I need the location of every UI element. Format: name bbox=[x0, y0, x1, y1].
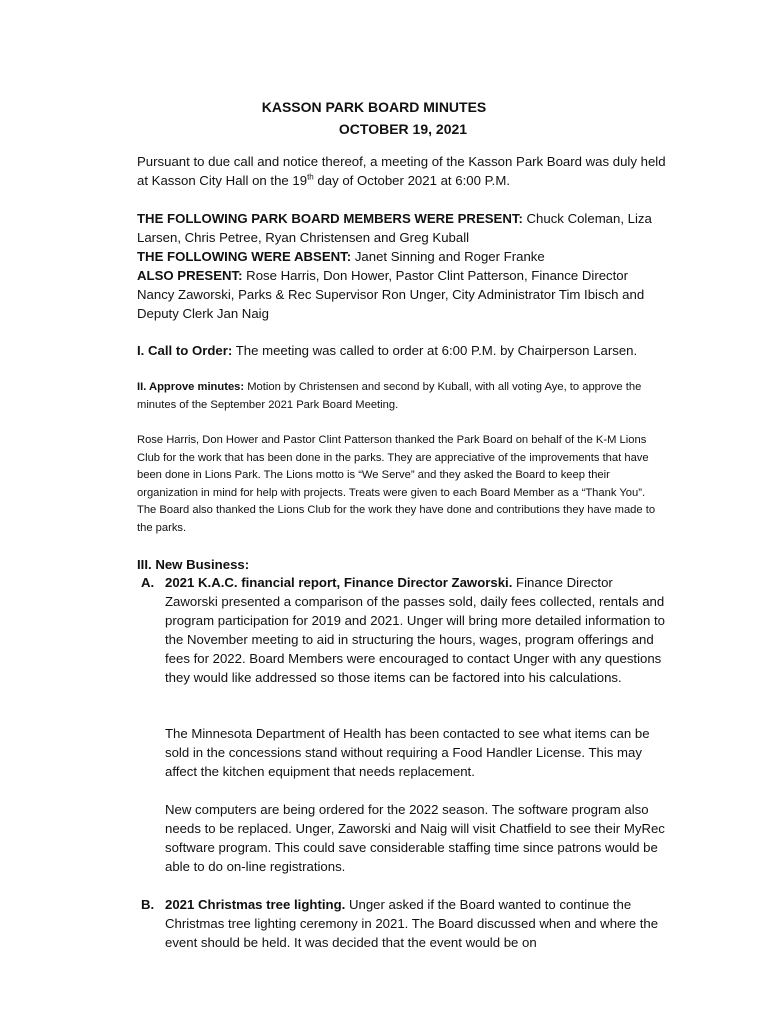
item-a-paragraph-3: New computers are being ordered for the 2022 season. The software program also needs to be replaced. Unger, Zaworski and Naig will visit Chatfield to see their MyRec software program. This could save considerable staffing time since patrons would be able to do on-line registrations. bbox=[165, 802, 665, 874]
also-present-line bbox=[137, 266, 667, 323]
item-b-body bbox=[165, 895, 667, 952]
present-names: Chuck Coleman, Liza Larsen, Chris Petree, Ryan Christensen and Greg Kuball bbox=[137, 211, 652, 245]
item-a-paragraph-2: The Minnesota Department of Health has been contacted to see what items can be sold in the concessions stand without requiring a Food Handler License. This may affect the kitchen equipment that needs replacement. bbox=[165, 726, 650, 779]
item-a-label: 2021 K.A.C. financial report, Finance Director Zaworski. bbox=[165, 575, 513, 590]
absent-line bbox=[137, 247, 667, 266]
item-a bbox=[137, 573, 667, 687]
item-a-text: Finance Director Zaworski presented a comparison of the passes sold, daily fees collected, rentals and program participation for 2019 and 2021. Unger will bring more detailed information to the November meeting to aid in structuring the hours, wages, program offerings and fees for 2022. Board Members were encouraged to contact Unger with any questions they would like addressed so those items can be factored into his calculations. bbox=[165, 575, 665, 685]
item-a-letter: A. bbox=[141, 575, 155, 590]
item-b-letter: B. bbox=[141, 897, 155, 912]
call-to-order-text: The meeting was called to order at 6:00 P.M. by Chairperson Larsen. bbox=[232, 343, 638, 358]
also-present-names: Rose Harris, Don Hower, Pastor Clint Patterson, Finance Director Nancy Zaworski, Parks & Rec Supervisor Ron Unger, City Administrator Tim Ibisch and Deputy Clerk Jan Naig bbox=[137, 268, 645, 321]
call-to-order bbox=[137, 341, 667, 360]
approve-minutes-text: Motion by Christensen and second by Kuball, with all voting Aye, to approve the minutes of the September 2021 Park Board Meeting. bbox=[137, 381, 642, 411]
item-a-body bbox=[165, 573, 667, 687]
approve-minutes-label: II. Approve minutes: bbox=[137, 381, 245, 393]
item-b-text: Unger asked if the Board wanted to continue the Christmas tree lighting ceremony in 2021. The Board discussed when and where the event should be held. It was decided that the event would be on bbox=[165, 897, 659, 950]
document-title: KASSON PARK BOARD MINUTES bbox=[261, 99, 487, 115]
attendance-section bbox=[137, 209, 667, 323]
call-to-order-label: I. Call to Order: bbox=[137, 343, 233, 358]
lions-club-paragraph: Rose Harris, Don Hower and Pastor Clint Patterson thanked the Park Board on behalf of the K-M Lions Club for the work that has been done in the parks. They are appreciative of the improvements that have been done in Lions Park. The Lions motto is “We Serve” and they asked the Board to keep their organization in mind for help with projects. Treats were given to each Board Member as a “Thank You”. The Board also thanked the Lions Club for the work they have done and contributions they have made to the parks. bbox=[137, 434, 656, 534]
title-block bbox=[0, 96, 770, 140]
new-business-heading: III. New Business: bbox=[137, 557, 250, 572]
item-b-label: 2021 Christmas tree lighting. bbox=[165, 897, 346, 912]
intro-text-end: day of October 2021 at 6:00 P.M. bbox=[313, 173, 510, 188]
absent-label: THE FOLLOWING WERE ABSENT: bbox=[137, 249, 352, 264]
approve-minutes bbox=[137, 379, 667, 414]
intro-text: Pursuant to due call and notice thereof, a meeting of the Kasson Park Board was duly held at Kasson City Hall on the 19 bbox=[137, 154, 666, 188]
absent-names: Janet Sinning and Roger Franke bbox=[351, 249, 545, 264]
item-b bbox=[137, 895, 667, 952]
intro-paragraph bbox=[137, 152, 667, 190]
intro-ordinal-suffix: th bbox=[307, 172, 314, 182]
also-present-label: ALSO PRESENT: bbox=[137, 268, 243, 283]
present-line bbox=[137, 209, 667, 247]
present-label: THE FOLLOWING PARK BOARD MEMBERS WERE PRESENT: bbox=[137, 211, 523, 226]
document-date: OCTOBER 19, 2021 bbox=[338, 121, 468, 137]
